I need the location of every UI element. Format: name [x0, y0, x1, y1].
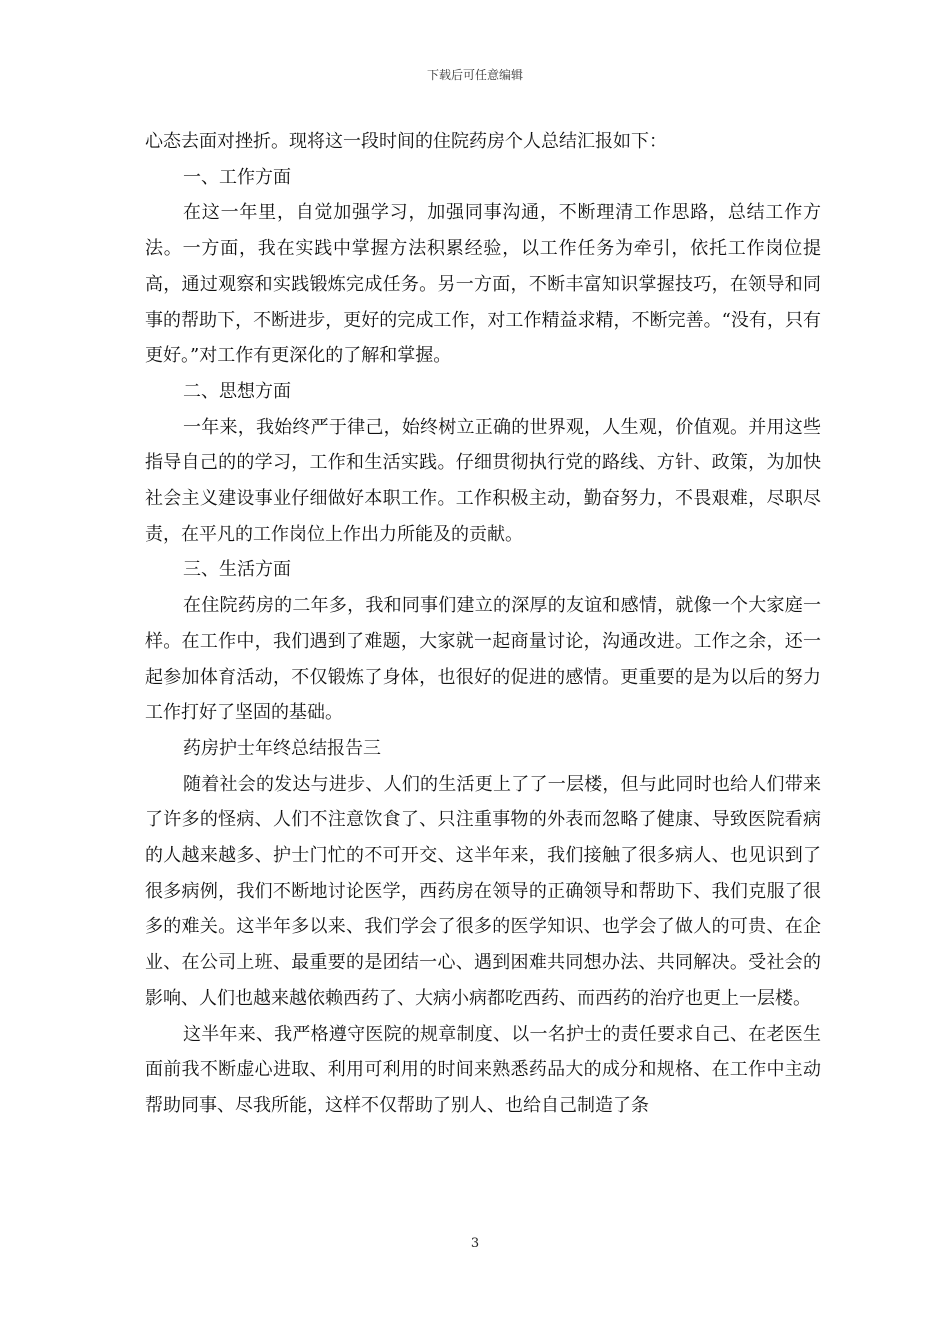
- paragraph-report-half-year: 这半年来、我严格遵守医院的规章制度、以一名护士的责任要求自己、在老医生面前我不断虚心进取、利用可利用的时间来熟悉药品大的成分和规格、在工作中主动帮助同事、尽我所能，这样不仅帮助了别人、也给自己制造了条: [145, 1023, 821, 1116]
- paragraph-continuation: 心态去面对挫折。现将这一段时间的住院药房个人总结汇报如下：: [145, 131, 667, 152]
- section-heading-thought: 二、思想方面: [183, 380, 291, 402]
- section-heading-life: 三、生活方面: [183, 559, 291, 581]
- paragraph-thought: 一年来，我始终严于律己，始终树立正确的世界观，人生观，价值观。并用这些指导自己的的学习，工作和生活实践。仔细贯彻执行党的路线、方针、政策，为加快社会主义建设事业仔细做好本职工作。工作积极主动，勤奋努力，不畏艰难，尽职尽责，在平凡的工作岗位上作出力所能及的贡献。: [145, 416, 821, 545]
- page-number: 3: [470, 1236, 480, 1251]
- report-title: 药房护士年终总结报告三: [183, 737, 381, 759]
- paragraph-life: 在住院药房的二年多，我和同事们建立的深厚的友谊和感情，就像一个大家庭一样。在工作中，我们遇到了难题，大家就一起商量讨论，沟通改进。工作之余，还一起参加体育活动，不仅锻炼了身体，也很好的促进的感情。更重要的是为以后的努力工作打好了坚固的基础。: [145, 595, 821, 724]
- section-heading-work: 一、工作方面: [183, 166, 291, 188]
- paragraph-report-intro: 随着社会的发达与进步、人们的生活更上了了一层楼，但与此同时也给人们带来了许多的怪病、人们不注意饮食了、只注重事物的外表而忽略了健康、导致医院看病的人越来越多、护士门忙的不可开交、这半年来，我们接触了很多病人、也见识到了很多病例，我们不断地讨论医学，西药房在领导的正确领导和帮助下、我们克服了很多的难关。这半年多以来、我们学会了很多的医学知识、也学会了做人的可贵、在企业、在公司上班、最重要的是团结一心、遇到困难共同想办法、共同解决。受社会的影响、人们也越来越依赖西药了、大病小病都吃西药、而西药的治疗也更上一层楼。: [145, 773, 821, 1009]
- document-body: [145, 124, 821, 1124]
- page-header: 下载后可任意编辑: [426, 68, 523, 82]
- paragraph-work: 在这一年里，自觉加强学习，加强同事沟通，不断理清工作思路，总结工作方法。一方面，我在实践中掌握方法积累经验，以工作任务为牵引，依托工作岗位提高，通过观察和实践锻炼完成任务。另一方面，不断丰富知识掌握技巧，在领导和同事的帮助下，不断进步，更好的完成工作，对工作精益求精，不断完善。“没有，只有更好。”对工作有更深化的了解和掌握。: [145, 202, 821, 367]
